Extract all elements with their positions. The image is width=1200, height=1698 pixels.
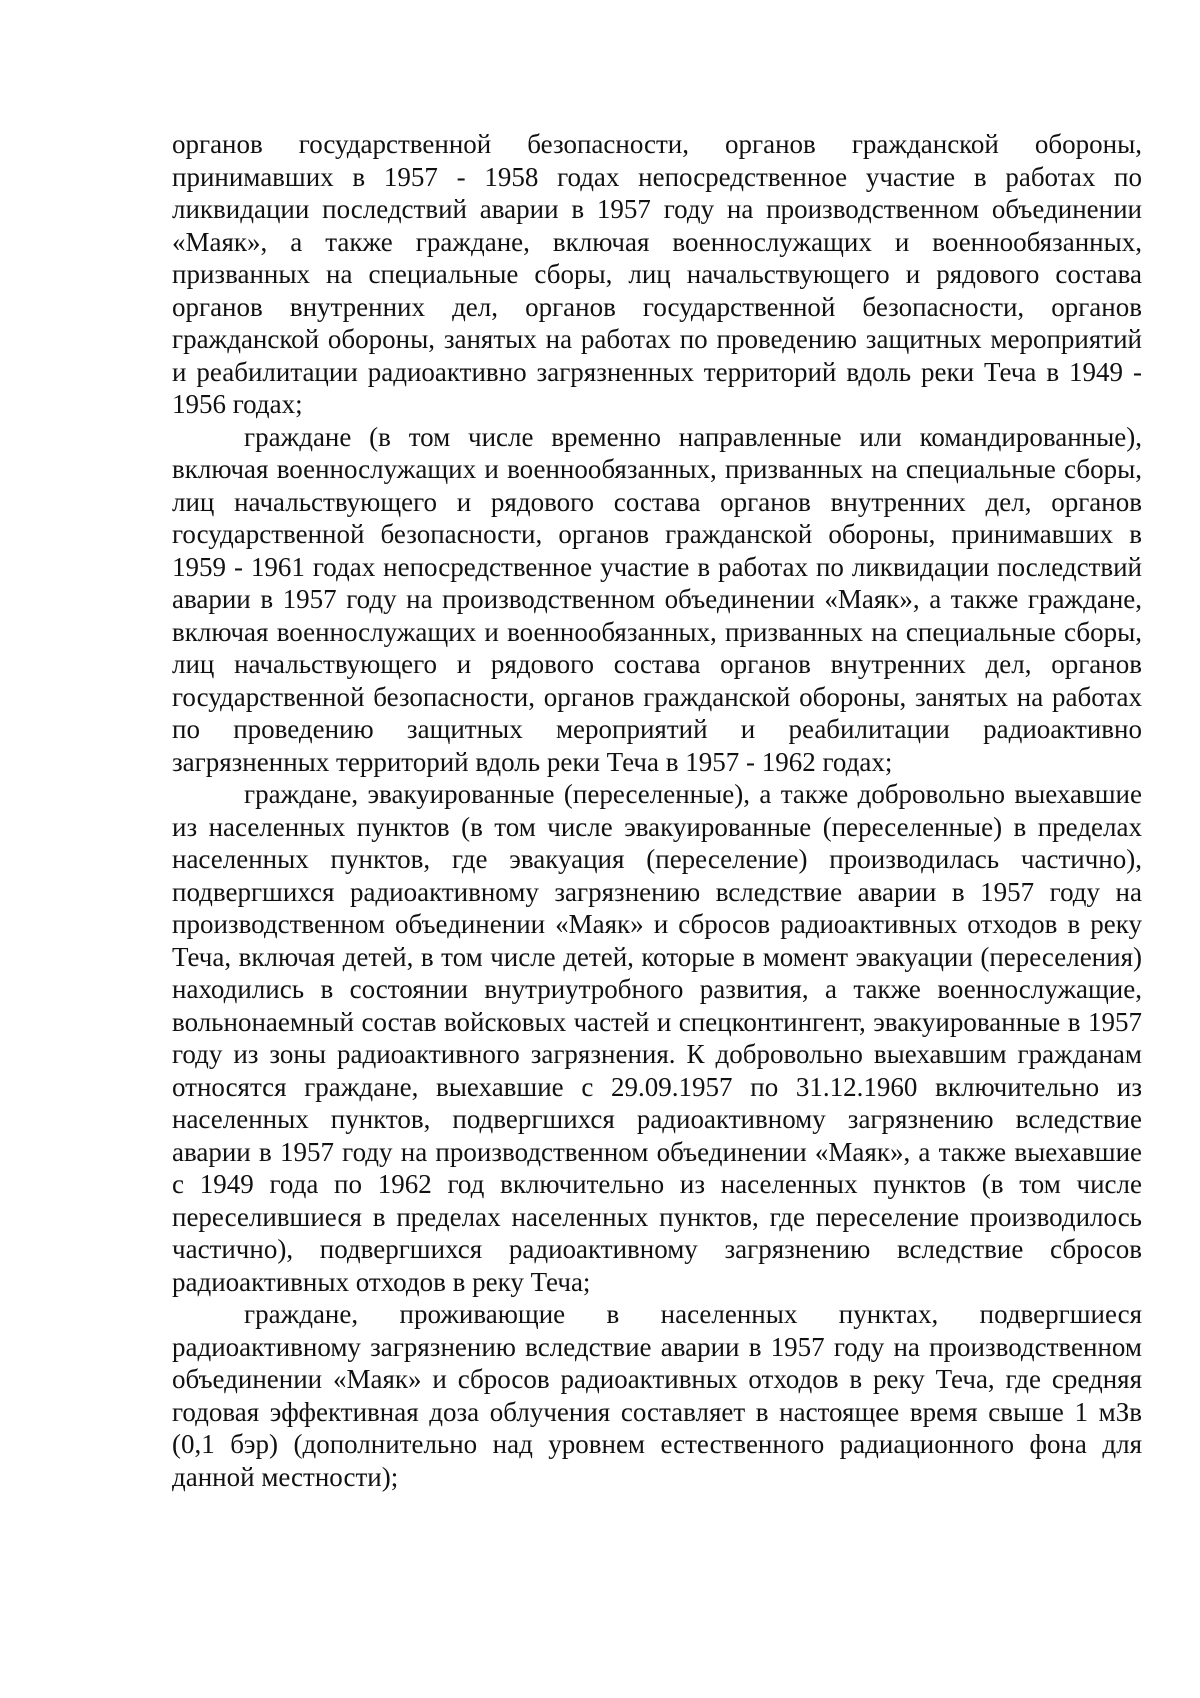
paragraph-residents: граждане, проживающие в населенных пунктах, подвергшиеся радиоактивному загрязнению вследствие аварии в 1957 году на производственном объединении «Маяк» и сбросов радиоактивных отходов в реку Теча, где средняя годовая эффективная доза облучения составляет в настоящее время свыше 1 мЗв (0,1 бэр) (дополнительно над уровнем естественного радиационного фона для данной местности); <box>172 1299 1142 1492</box>
paragraph-teche-1957-1962: граждане (в том числе временно направленные или командированные), включая военнослужащих и военнообязанных, призванных на специальные сборы, лиц начальствующего и рядового состава органов внутренних дел, органов государственной безопасности, органов гражданской обороны, принимавших в 1959 - 1961 годах непосредственное участие в работах по ликвидации последствий аварии в 1957 году на производственном объединении «Маяк», а также граждане, включая военнослужащих и военнообязанных, призванных на специальные сборы, лиц начальствующего и рядового состава органов внутренних дел, органов государственной безопасности, органов гражданской обороны, занятых на работах по проведению защитных мероприятий и реабилитации радиоактивно загрязненных территорий вдоль реки Теча в 1957 - 1962 годах; <box>172 421 1142 777</box>
paragraph-continuation: органов государственной безопасности, органов гражданской обороны, принимавших в 1957 - 1958 годах непосредственное участие в работах по ликвидации последствий аварии в 1957 году на производственном объединении «Маяк», а также граждане, включая военнослужащих и военнообязанных, призванных на специальные сборы, лиц начальствующего и рядового состава органов внутренних дел, органов государственной безопасности, органов гражданской обороны, занятых на работах по проведению защитных мероприятий и реабилитации радиоактивно загрязненных территорий вдоль реки Теча в 1949 - 1956 годах; <box>172 129 1142 419</box>
paragraph-evacuated-citizens: граждане, эвакуированные (переселенные), а также добровольно выехавшие из населенных пунктов (в том числе эвакуированные (переселенные) в пределах населенных пунктов, где эвакуация (переселение) производилась частично), подвергшихся радиоактивному загрязнению вследствие аварии в 1957 году на производственном объединении «Маяк» и сбросов радиоактивных отходов в реку Теча, включая детей, в том числе детей, которые в момент эвакуации (переселения) находились в состоянии внутриутробного развития, а также военнослужащие, вольнонаемный состав войсковых частей и спецконтингент, эвакуированные в 1957 году из зоны радиоактивного загрязнения. К добровольно выехавшим гражданам относятся граждане, выехавшие с 29.09.1957 по 31.12.1960 включительно из населенных пунктов, подвергшихся радиоактивному загрязнению вследствие аварии в 1957 году на производственном объединении «Маяк», а также выехавшие с 1949 года по 1962 год включительно из населенных пунктов (в том числе переселившиеся в пределах населенных пунктов, где переселение производилось частично), подвергшихся радиоактивному загрязнению вследствие сбросов радиоактивных отходов в реку Теча; <box>172 779 1142 1297</box>
document-body <box>172 128 1142 1493</box>
